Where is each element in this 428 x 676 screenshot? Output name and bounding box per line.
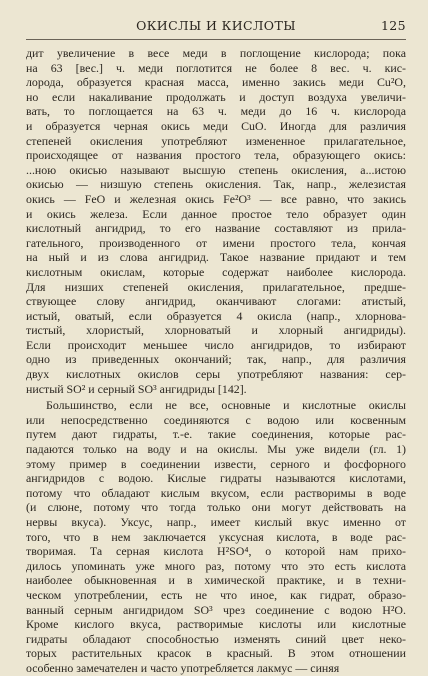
text-line: на 63 [вес.] ч. меди поглотится не более 8 вес. ч. кис- <box>26 60 406 75</box>
running-header <box>26 18 406 33</box>
text-line: гательного, производенного от имени простого тела, кончая <box>26 235 406 250</box>
text-line: этому пример в соединении извести, серного и фосфорного <box>26 456 406 471</box>
text-line: Большинство, если не все, основные и кислотные окислы <box>46 398 406 413</box>
text-line: тистый, хлористый, хлорноватый и хлорный ангидриды). <box>26 323 406 338</box>
text-line: дилось упоминать уже много раз, потому что это есть кислота <box>26 558 406 573</box>
text-line: (и слюне, потому что тогда только они могут действовать на <box>26 500 406 515</box>
text-line: нистый SO² и серный SO³ ангидриды [142]. <box>26 381 247 396</box>
text-line: кислотным окислам, которые содержат наиболее кислорода. <box>26 264 406 279</box>
text-line: происходящее от названия простого тела, образующего окись: <box>26 148 406 163</box>
text-line: и окись железа. Если данное простое тело образует один <box>26 206 406 221</box>
text-line: ческом употреблении, есть не что иное, как гидрат, образо- <box>26 587 406 602</box>
text-line: потому что обладают кислым вкусом, если растворимы в воде <box>26 485 406 500</box>
page-number: 125 <box>380 18 406 33</box>
text-line: лорода, образуется красная масса, именно закись меди Cu²O, <box>26 75 406 90</box>
text-line: одно из приведенных окончаний; так, напр., для различия <box>26 352 406 367</box>
text-line: ванный серным ангидридом SO³ чрез соединение с водою H²O. <box>26 602 406 617</box>
header-divider <box>26 39 406 40</box>
paragraph-2 <box>26 398 406 675</box>
text-line: или непосредственно соединяются с водою или косвенным <box>26 412 406 427</box>
text-line: кислотный ангидрид, то его название составляют из прила- <box>26 221 406 236</box>
text-line: дит увеличение в весе меди в поглощение кислорода; пока <box>26 46 406 60</box>
text-line: гидраты обладают способностью изменять синий цвет неко- <box>26 631 406 646</box>
text-line: Для низших степеней окисления, прилагательное, предше- <box>26 279 406 294</box>
text-line: ...ною окисью называют высшую степень окисления, а...истою <box>26 162 406 177</box>
paragraph-1 <box>26 46 406 396</box>
text-line: Кроме кислого вкуса, растворимые кислоты или кислотные <box>26 617 406 632</box>
text-line: ангидридов с водою. Кислые гидраты называются кислотами, <box>26 471 406 486</box>
text-line: и образуется черная окись меди CuO. Иногда для различия <box>26 118 406 133</box>
text-line: но если накаливание продолжать и доступ воздуха увеличи- <box>26 89 406 104</box>
text-line: торых растительных красок в красный. В этом отношении <box>26 646 406 661</box>
text-line: окись — FeO и железная окись Fe²O³ — все равно, что закись <box>26 191 406 206</box>
text-line: путем дают гидраты, т.-е. такие соединения, которые рас- <box>26 427 406 442</box>
running-title: ОКИСЛЫ И КИСЛОТЫ <box>136 18 296 33</box>
text-line: особенно замечателен и часто употребляется лакмус — синяя <box>26 660 340 675</box>
text-line: двух кислотных окислов серы употребляют названия: сер- <box>26 367 406 382</box>
text-line: Если происходит меньшее число ангидридов, то избирают <box>26 337 406 352</box>
text-line: окисью — низшую степень окисления. Так, напр., железистая <box>26 177 406 192</box>
text-line: творимая. Та серная кислота H²SO⁴, о которой нам прихо- <box>26 544 406 559</box>
body-text <box>26 46 406 676</box>
text-line: падаются только на воду и на окислы. Мы уже видели (гл. 1) <box>26 442 406 457</box>
text-line: на ный и из слова ангидрид. Такое название придают и тем <box>26 250 406 265</box>
text-line: наиболее обыкновенная и в химической практике, и в техни- <box>26 573 406 588</box>
text-line: нервы вкуса). Уксус, напр., имеет кислый вкус именно от <box>26 515 406 529</box>
text-line: ствующее слову ангидрид, оканчивают слогами: атистый, <box>26 294 406 309</box>
text-line: вать, то поглощается на 63 ч. меди до 16 ч. кислорода <box>26 104 406 119</box>
text-line: того, что в нем заключается уксусная кислота, в воде рас- <box>26 529 406 544</box>
text-line: истый, оватый, если образуется 4 окисла (напр., хлорнова- <box>26 308 406 323</box>
text-line: степеней окисления употребляют измененное прилагательное, <box>26 133 406 148</box>
